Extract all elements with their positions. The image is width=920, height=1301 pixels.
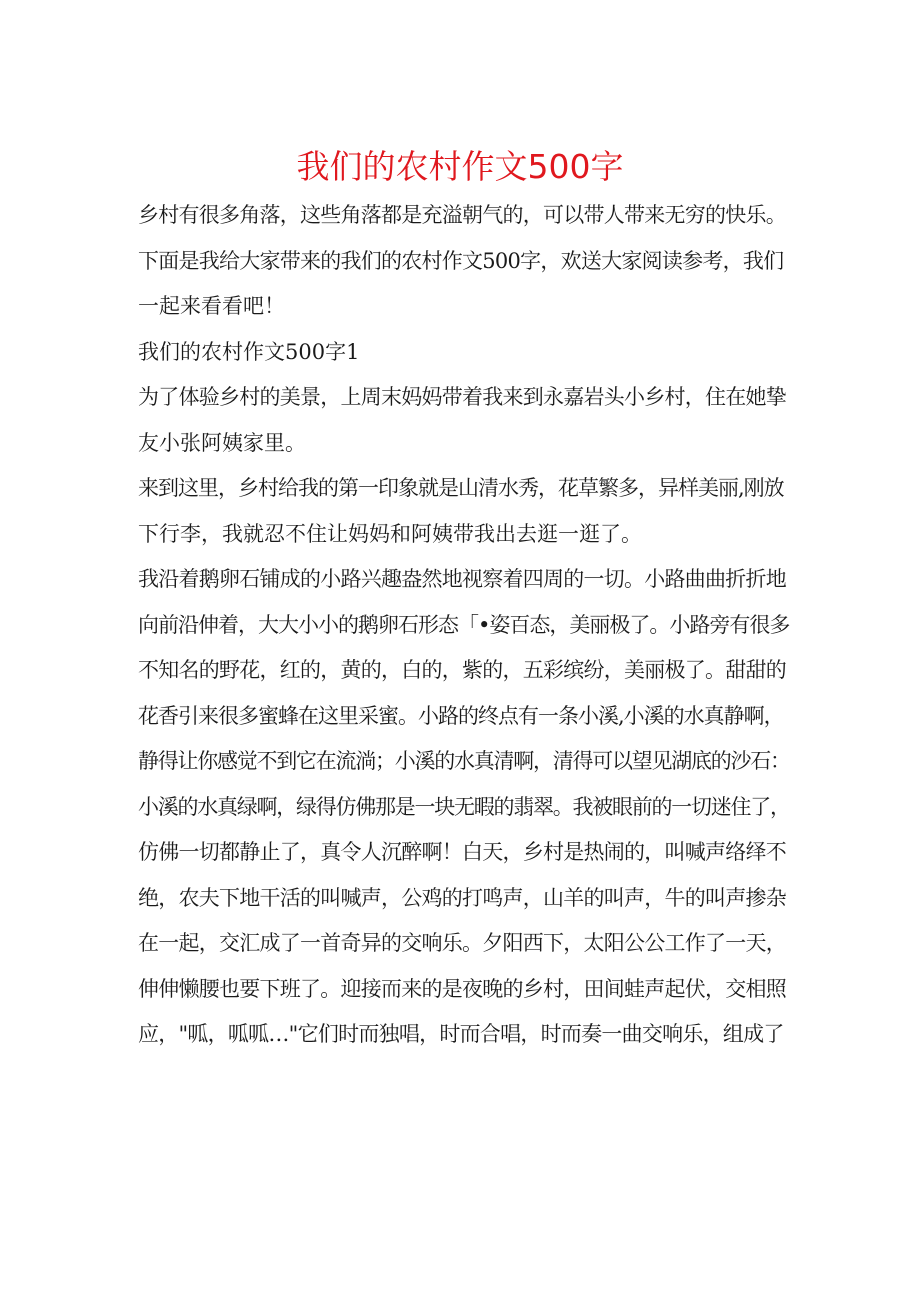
text-line: 我沿着鹅卵石铺成的小路兴趣盎然地视察着四周的一切。小路曲曲折折地 <box>138 567 786 591</box>
text-line: 不知名的野花，红的，黄的，白的，紫的，五彩缤纷，美丽极了。甜甜的 <box>138 658 786 682</box>
text-line: 来到这里，乡村给我的第一印象就是山清水秀，花草繁多，异样美丽,刚放 <box>138 476 784 500</box>
text-line: 伸伸懒腰也要下班了。迎接而来的是夜晚的乡村，田间蛙声起伏，交相照 <box>138 976 786 1001</box>
text-line: 下行李，我就忍不住让妈妈和阿姨带我出去逛一逛了。 <box>138 521 642 546</box>
text-line: 为了体验乡村的美景，上周末妈妈带着我来到永嘉岩头小乡村，住在她挚 <box>138 385 786 409</box>
section-heading: 我们的农村作文500字1 <box>138 339 360 364</box>
text-line: 友小张阿姨家里。 <box>138 430 306 455</box>
text-line: 花香引来很多蜜蜂在这里采蜜。小路的终点有一条小溪,小溪的水真静啊， <box>138 703 784 728</box>
text-line: 向前沿伸着，大大小小的鹅卵石形态「•姿百态，美丽极了。小路旁有很多 <box>138 612 790 637</box>
text-line: 应，"呱，呱呱…"它们时而独唱，时而合唱，时而奏一曲交响乐，组成了 <box>138 1022 784 1046</box>
article-body <box>138 193 790 1058</box>
text-line: 在一起，交汇成了一首奇异的交响乐。夕阳西下，太阳公公工作了一天， <box>138 931 786 955</box>
text-line: 下面是我给大家带来的我们的农村作文500字，欢送大家阅读参考，我们 <box>138 248 784 273</box>
text-line: 绝，农夫下地干活的叫喊声，公鸡的打鸣声，山羊的叫声，牛的叫声掺杂 <box>138 885 786 910</box>
text-line: 仿佛一切都静止了，真令人沉醉啊！白天，乡村是热闹的，叫喊声络绎不 <box>138 840 786 864</box>
text-line: 乡村有很多角落，这些角落都是充溢朝气的，可以带人带来无穷的快乐。 <box>138 203 786 227</box>
text-line: 静得让你感觉不到它在流淌；小溪的水真清啊，清得可以望见湖底的沙石： <box>138 749 790 773</box>
text-line: 一起来看看吧！ <box>138 294 285 318</box>
page-title: 我们的农村作文500字 <box>296 147 624 186</box>
text-line: 小溪的水真绿啊，绿得仿佛那是一块无暇的翡翠。我被眼前的一切迷住了， <box>138 794 790 819</box>
